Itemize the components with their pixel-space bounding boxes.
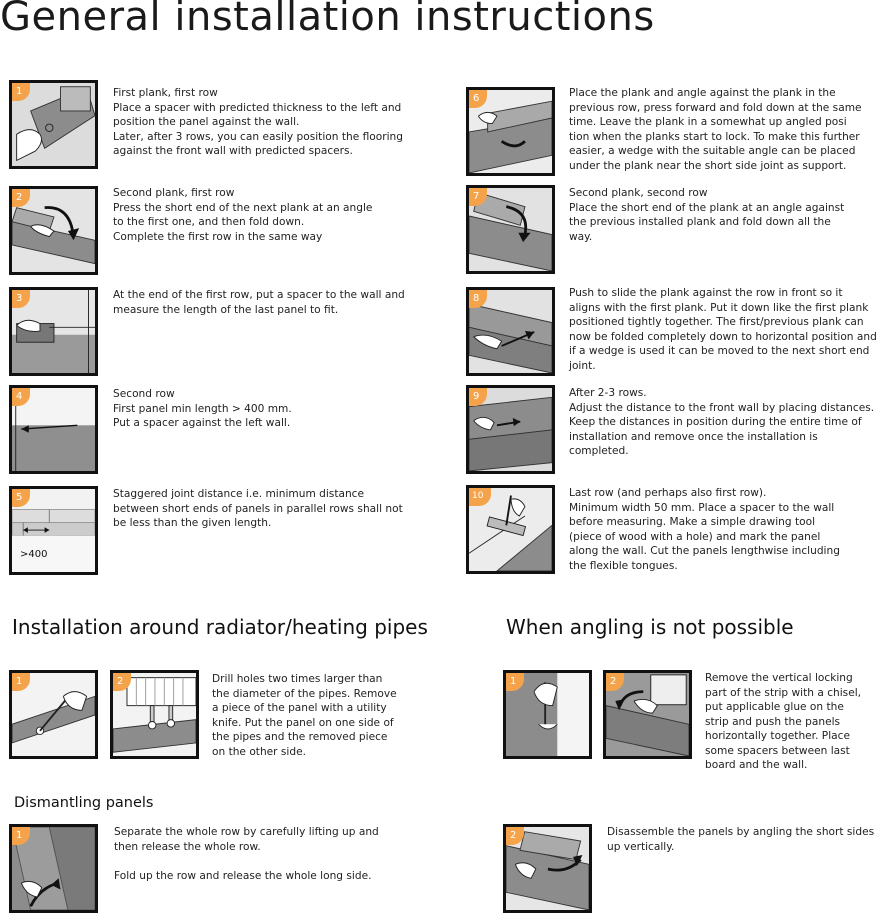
radiator-illustration-1: [9, 670, 98, 759]
dismantling-illustration-2: [503, 824, 592, 913]
angling-text: Remove the vertical locking part of the strip with a chisel, put applicable glue on the strip and push the panels horizontally together. Place some spacers between last board and the wall.: [705, 672, 862, 771]
step-8-illustration: [466, 287, 555, 376]
step-4-text: Second row First panel min length > 400 mm. Put a spacer against the left wall.: [113, 388, 292, 429]
step-5-illustration: [9, 486, 98, 575]
step-badge: 10: [469, 488, 491, 506]
step-badge: 1: [12, 83, 30, 101]
step-badge: 1: [12, 673, 30, 691]
dismantling-illustration-1: [9, 824, 98, 913]
radiator-text: Drill holes two times larger than the diameter of the pipes. Remove a piece of the panel with a utility knife. Put the panel on one side of the pipes and the removed piece on the other side.: [212, 673, 397, 758]
dismantling-heading: Dismantling panels: [14, 795, 154, 811]
page-title: General installation instructions: [0, 0, 655, 40]
step-badge: 4: [12, 388, 30, 406]
step-badge: 1: [12, 827, 30, 845]
step-badge: 9: [469, 388, 487, 406]
angling-illustration-2: [603, 670, 692, 759]
step-10-text: Last row (and perhaps also first row). Minimum width 50 mm. Place a spacer to the wall before measuring. Make a simple drawing tool (piece of wood with a hole) and mark the panel along the wall. Cut the panels lengthwise including the flexible tongues.: [569, 487, 840, 572]
radiator-heading: Installation around radiator/heating pipes: [12, 615, 428, 639]
step-badge: 1: [506, 673, 524, 691]
step-3-illustration: [9, 287, 98, 376]
step-badge: 2: [12, 189, 30, 207]
step-badge: 3: [12, 290, 30, 308]
step-badge: 6: [469, 90, 487, 108]
step-2-text: Second plank, first row Press the short end of the next plank at an angle to the first one, and then fold down. Complete the first row in the same way: [113, 187, 373, 243]
angling-heading: When angling is not possible: [506, 615, 794, 639]
step-badge: 2: [113, 673, 131, 691]
distance-label: >400: [20, 549, 48, 560]
radiator-illustration-2: [110, 670, 199, 759]
step-6-illustration: [466, 87, 555, 176]
step-9-illustration: [466, 385, 555, 474]
step-8-text: Push to slide the plank against the row in front so it aligns with the first plank. Put it down like the first plank positioned tightly together. The first/previous plank can now be folded completely down to horizontal position and if a wedge is used it can be moved to the next short end joint.: [569, 287, 877, 372]
step-10-illustration: [466, 485, 555, 574]
angling-illustration-1: [503, 670, 592, 759]
dismantling-text-1: Separate the whole row by carefully lifting up and then release the whole row. Fold up the row and release the whole long side.: [114, 826, 379, 882]
step-1-illustration: [9, 80, 98, 169]
step-badge: 2: [506, 827, 524, 845]
step-2-illustration: [9, 186, 98, 275]
step-3-text: At the end of the first row, put a spacer to the wall and measure the length of the last panel to fit.: [113, 289, 405, 316]
step-6-text: Place the plank and angle against the plank in the previous row, press forward and fold down at the same time. Leave the plank in a somewhat up angled posi tion when the planks start to lock. To make this further easier, a wedge with the suitable angle can be placed under the plank near the short side joint as support.: [569, 87, 862, 172]
dismantling-text-2: Disassemble the panels by angling the short sides up vertically.: [607, 826, 875, 853]
step-badge: 7: [469, 188, 487, 206]
step-badge: 2: [606, 673, 624, 691]
step-7-illustration: [466, 185, 555, 274]
step-9-text: After 2-3 rows. Adjust the distance to the front wall by placing distances. Keep the distances in position during the entire time of installation and remove once the installation is completed.: [569, 387, 875, 457]
step-7-text: Second plank, second row Place the short end of the plank at an angle against the previous installed plank and fold down all the way.: [569, 187, 845, 243]
step-4-illustration: [9, 385, 98, 474]
step-badge: 5: [12, 489, 30, 507]
step-1-text: First plank, first row Place a spacer with predicted thickness to the left and position the panel against the wall. Later, after 3 rows, you can easily position the flooring against the front wall with predicted spacers.: [113, 87, 403, 157]
step-badge: 8: [469, 290, 487, 308]
step-5-text: Staggered joint distance i.e. minimum distance between short ends of panels in parallel rows shall not be less than the given length.: [113, 488, 403, 529]
